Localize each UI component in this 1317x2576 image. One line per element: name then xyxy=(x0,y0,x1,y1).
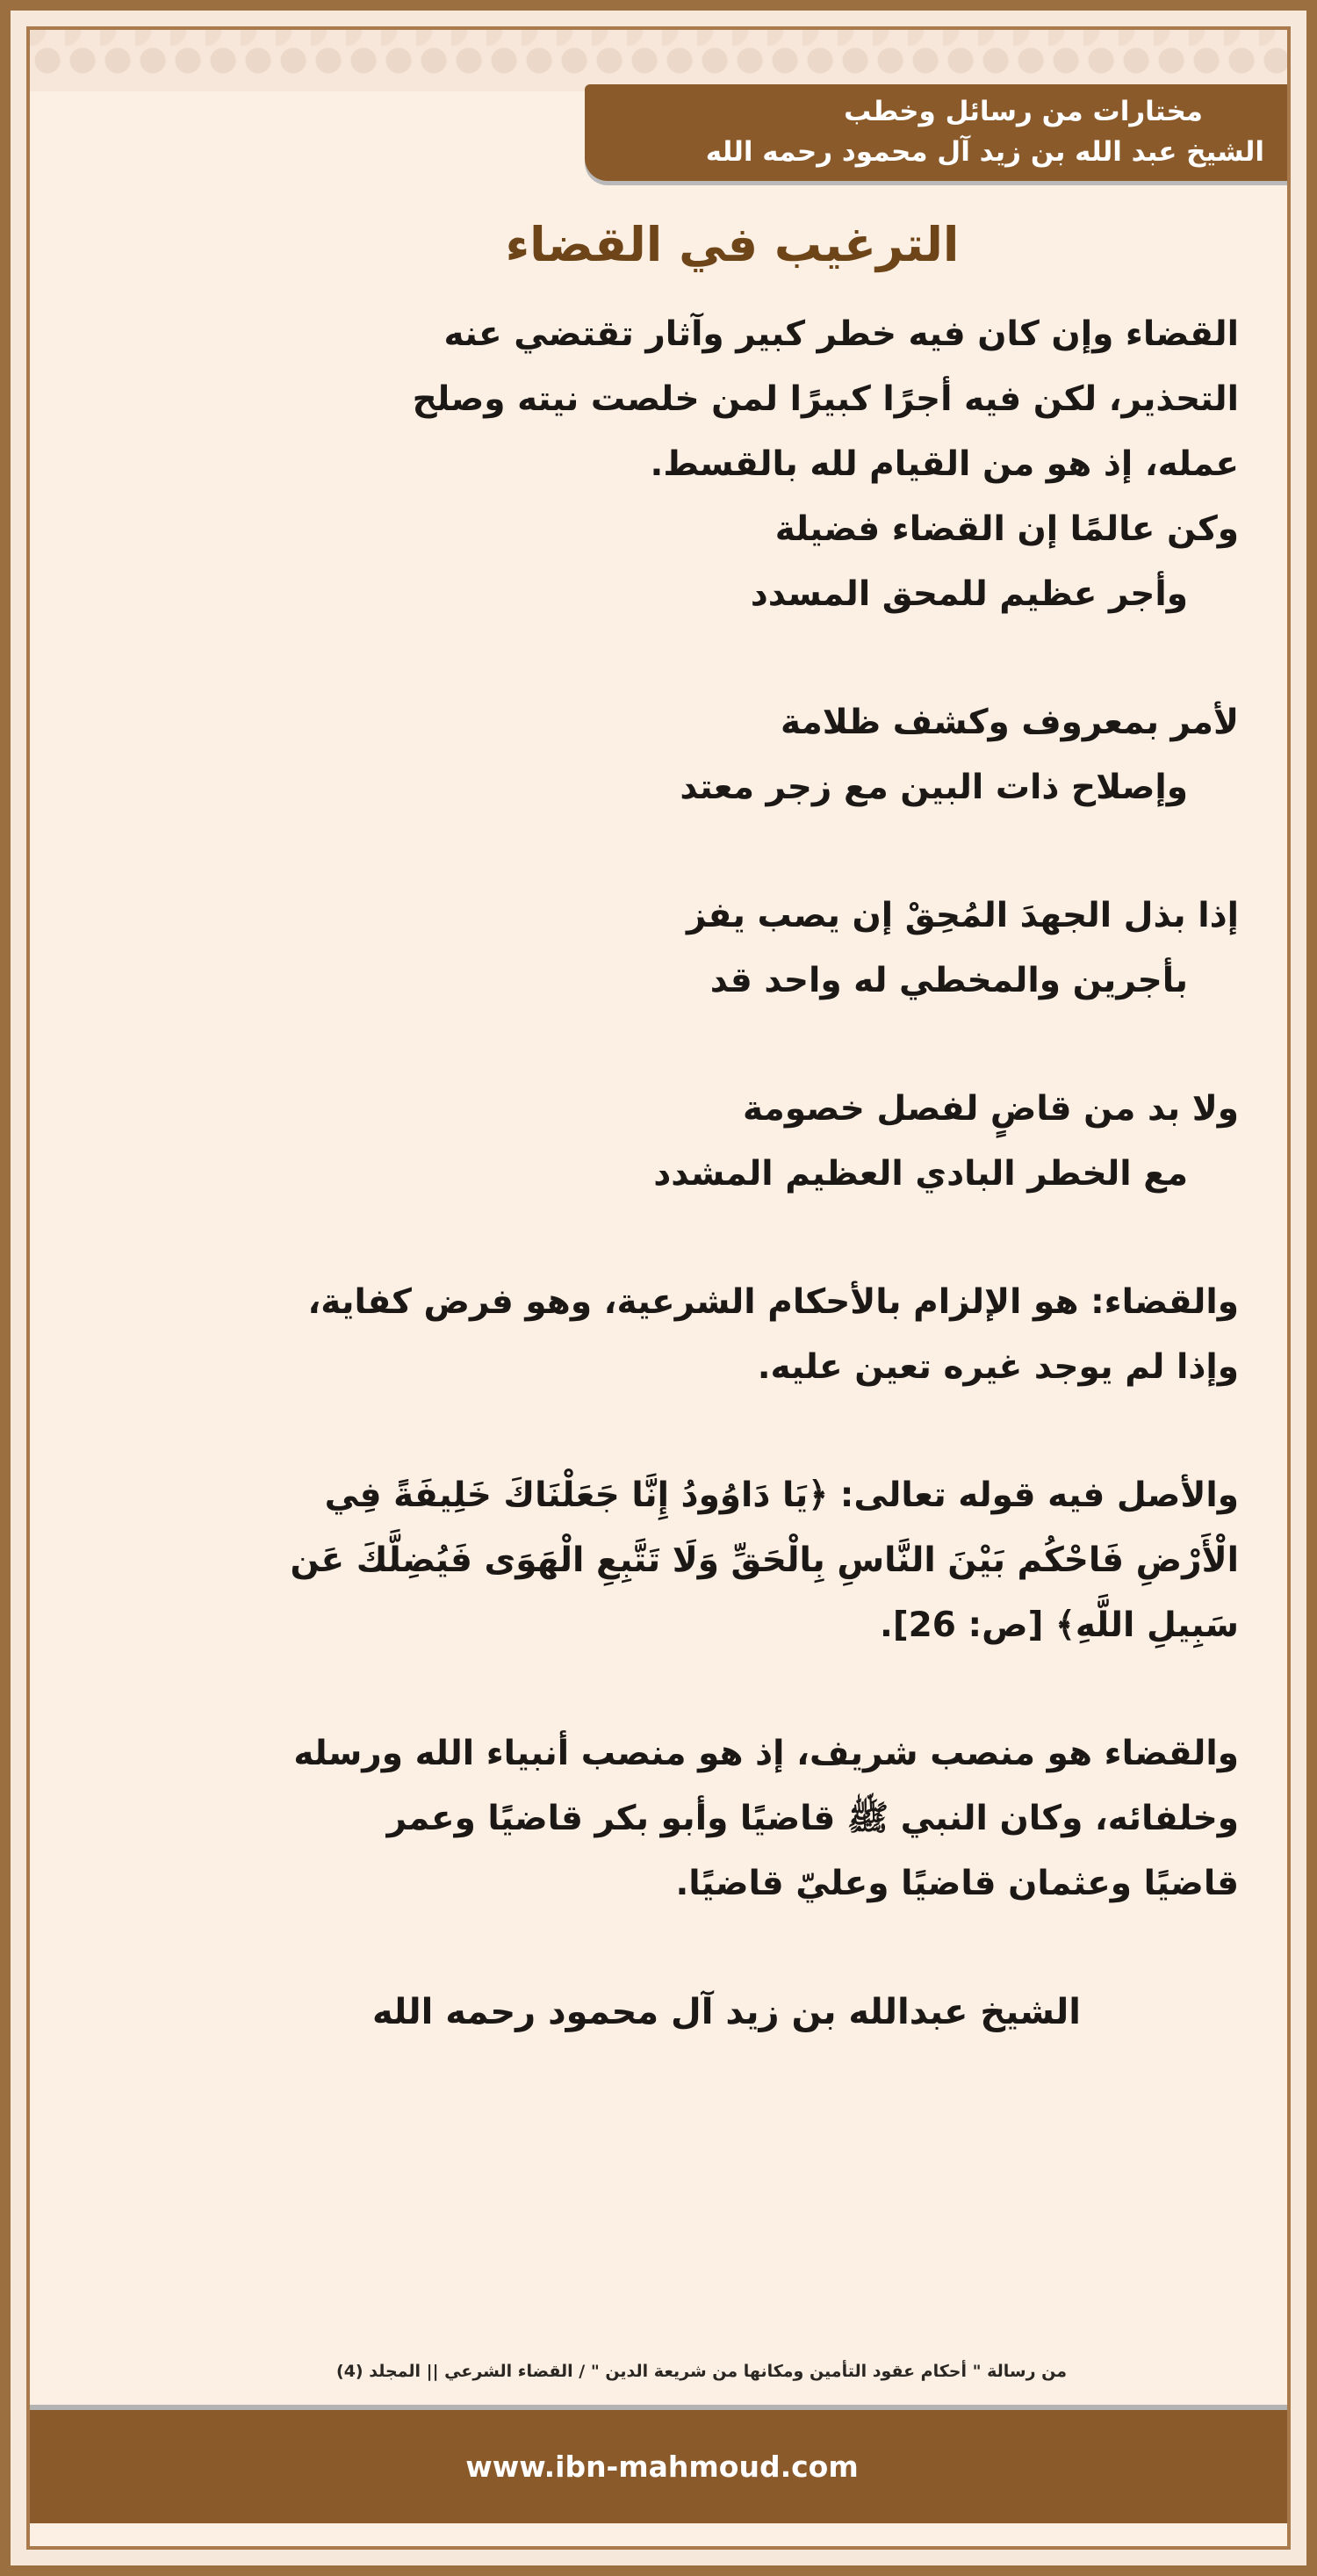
author-signature: الشيخ عبدالله بن زيد آل محمود رحمه الله xyxy=(372,1992,1081,2032)
header-badge xyxy=(585,84,1287,181)
quran-quote-line: والأصل فيه قوله تعالى: ﴿يَا دَاوُودُ إِنَّا جَعَلْنَاكَ خَلِيفَةً فِي xyxy=(324,1476,1239,1515)
paragraph-line: والقضاء هو منصب شريف، إذ هو منصب أنبياء الله ورسله xyxy=(293,1734,1239,1773)
paragraph-line: عمله، إذ هو من القيام لله بالقسط. xyxy=(650,444,1239,484)
quran-quote-line: سَبِيلِ اللَّهِ﴾ [ص: 26]. xyxy=(880,1605,1239,1645)
poem-verse-first-half: إذا بذل الجهدَ المُحِقْ إن يصب يفز xyxy=(686,896,1239,935)
spacer xyxy=(159,820,1239,884)
poem-verse-second-half: مع الخطر البادي العظيم المشدد xyxy=(653,1154,1188,1194)
spacer xyxy=(159,1916,1239,1980)
source-citation: من رسالة " أحكام عقود التأمين ومكانها من شريعة الدين " / القضاء الشرعي || المجلد (4) xyxy=(336,2362,1067,2381)
article-body xyxy=(159,302,1239,2045)
decorative-pattern-band xyxy=(30,30,1287,91)
header-series-title: مختارات من رسائل وخطب xyxy=(844,96,1203,127)
poem-verse-first-half: وكن عالمًا إن القضاء فضيلة xyxy=(774,509,1239,549)
paragraph-line: وخلفائه، وكان النبي ﷺ قاضيًا وأبو بكر قاضيًا وعمر xyxy=(386,1799,1239,1838)
spacer xyxy=(159,1400,1239,1463)
poem-verse-second-half: بأجرين والمخطي له واحد قد xyxy=(709,961,1188,1000)
footer-bar xyxy=(30,2410,1291,2523)
poem-verse-second-half: وإصلاح ذات البين مع زجر معتد xyxy=(680,768,1188,807)
poem-verse-second-half: وأجر عظيم للمحق المسدد xyxy=(750,574,1188,614)
paragraph-line: وإذا لم يوجد غيره تعين عليه. xyxy=(757,1347,1239,1387)
paragraph-line: قاضيًا وعثمان قاضيًا وعليّ قاضيًا. xyxy=(675,1864,1239,1903)
page-card xyxy=(26,26,1291,2550)
poem-verse-first-half: لأمر بمعروف وكشف ظلامة xyxy=(781,703,1239,742)
spacer xyxy=(159,1658,1239,1721)
page-title: الترغيب في القضاء xyxy=(505,217,960,272)
spacer xyxy=(159,1207,1239,1270)
paragraph-line: والقضاء: هو الإلزام بالأحكام الشرعية، وهو فرض كفاية، xyxy=(307,1282,1239,1322)
poem-verse-first-half: ولا بد من قاضٍ لفصل خصومة xyxy=(743,1089,1239,1129)
paragraph-line: القضاء وإن كان فيه خطر كبير وآثار تقتضي عنه xyxy=(443,314,1239,354)
quran-quote-line: الْأَرْضِ فَاحْكُم بَيْنَ النَّاسِ بِالْحَقِّ وَلَا تَتَّبِعِ الْهَوَى فَيُضِلَّكَ عَن xyxy=(290,1541,1239,1580)
spacer xyxy=(159,627,1239,690)
header-author-name: الشيخ عبد الله بن زيد آل محمود رحمه الله xyxy=(705,136,1264,168)
spacer xyxy=(159,1014,1239,1077)
website-link[interactable]: www.ibn-mahmoud.com xyxy=(465,2450,859,2484)
paragraph-line: التحذير، لكن فيه أجرًا كبيرًا لمن خلصت نيته وصلح xyxy=(412,379,1239,419)
